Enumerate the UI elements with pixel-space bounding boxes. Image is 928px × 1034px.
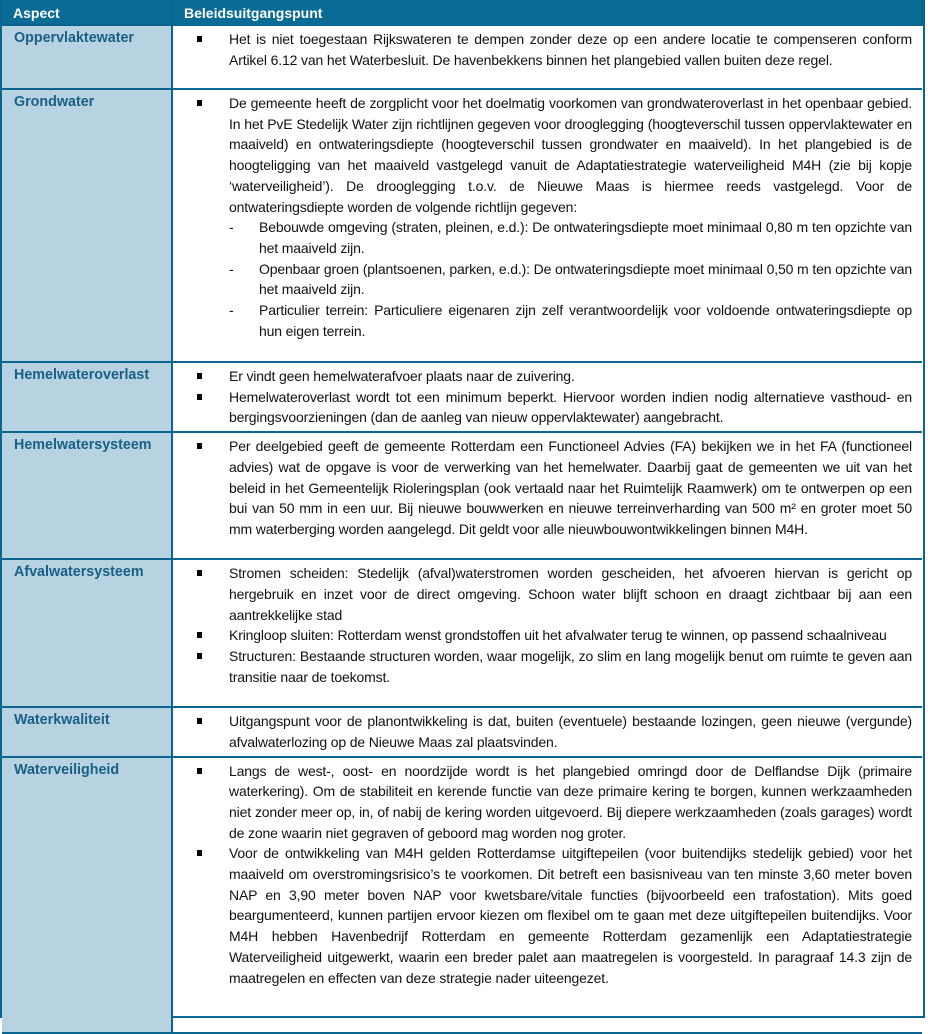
table-row bbox=[2, 432, 922, 559]
dash-bullet-icon: - bbox=[229, 302, 234, 319]
square-bullet-icon bbox=[197, 653, 202, 659]
square-bullet-icon bbox=[197, 443, 202, 449]
policy-cell bbox=[172, 559, 922, 707]
bullet-item: Langs de west-, oost- en noordzijde wordt is het plangebied omringd door de Delflandse Dijk (primaire waterkering). Om de stabiliteit en kerende functie van deze primaire kering te borgen, kunnen werkzaamheden niet zonder meer op, in, of nabij de kering worden uitgevoerd. Bij diepere werkzaamheden (zoals garages) wordt de zone waarin niet gegraven of geboord mag worden nog groter. bbox=[173, 761, 912, 844]
table-row bbox=[2, 89, 922, 362]
bullet-item: Stromen scheiden: Stedelijk (afval)waterstromen worden gescheiden, het afvoeren hiervan is gericht op hergebruik en inzet voor de direct omgeving. Schoon water blijft schoon en draagt zichtbaar bij aan een aantrekkelijke stad bbox=[173, 563, 912, 625]
sub-item: - Particulier terrein: Particuliere eigenaren zijn zelf verantwoordelijk voor voldoende ontwateringsdiepte op hun eigen terrein. bbox=[229, 302, 912, 339]
policy-cell bbox=[172, 362, 922, 432]
table-row bbox=[2, 25, 922, 89]
sub-list bbox=[229, 217, 912, 341]
bullet-item: Hemelwateroverlast wordt tot een minimum beperkt. Hiervoor worden indien nodig alternatieve vasthoud- en bergingsvoorzieningen (dan de aanleg van nieuw oppervlaktewater) aangebracht. bbox=[173, 387, 912, 428]
bullet-item: Structuren: Bestaande structuren worden, waar mogelijk, zo slim en lang mogelijk benut om ruimte te geven aan transitie naar de toekomst. bbox=[173, 646, 912, 687]
bullet-item: De gemeente heeft de zorgplicht voor het doelmatig voorkomen van grondwateroverlast in het openbaar gebied. In het PvE Stedelijk Water zijn richtlijnen gegeven voor drooglegging (hoogteverschil tussen oppervlaktewater en maaiveld) en ontwateringsdiepte (hoogteverschil tussen grondwater en maaiveld). In het plangebied is de hoogteligging van het maaiveld vastgelegd vanuit de Adaptatiestrategie waterveiligheid M4H (zie bij kopje ‘waterveiligheid’). De drooglegging t.o.v. de Nieuwe Maas is hiermee reeds vastgelegd. Voor de ontwateringsdiepte worden de volgende richtlijn gegeven: - Bebouwde omgeving (straten, pleinen, e.d.): De ontwateringsdiepte moet minimaal 0,80 m ten opzichte van het maaiveld zijn. - Openbaar groen (plantsoenen, parken, e.d.): De ontwateringsdiepte moet minimaal 0,50 m ten opzichte van het maaiveld zijn. - Particulier terrein: Particuliere eigenaren zijn zelf verantwoordelijk voor voldoende ontwateringsdiepte op hun eigen terrein. bbox=[173, 93, 912, 341]
table-row bbox=[2, 757, 922, 1033]
square-bullet-icon bbox=[197, 768, 202, 774]
header-beleidsuitgangspunt: Beleidsuitgangspunt bbox=[172, 0, 922, 25]
table-row bbox=[2, 362, 922, 432]
aspect-cell: Hemelwatersysteem bbox=[2, 432, 172, 559]
square-bullet-icon bbox=[197, 373, 202, 379]
policy-table bbox=[2, 0, 923, 1034]
bullet-item: Per deelgebied geeft de gemeente Rotterdam een Functioneel Advies (FA) bekijken we in het FA (functioneel advies) wat de opgave is voor de verwerking van het hemelwater. Daarbij gaat de gemeenten we uit van het beleid in het Gemeentelijk Rioleringsplan (ook vertaald naar het Ruimtelijk Raamwerk) om te ontwerpen op een bui van 50 mm in een uur. Bij nieuwe bouwwerken en nieuwe terreinverharding van 500 m² en groter moet 50 mm waterberging worden aangelegd. Dit geldt voor alle nieuwbouwontwikkelingen binnen M4H. bbox=[173, 436, 912, 540]
aspect-cell: Waterkwaliteit bbox=[2, 707, 172, 756]
dash-bullet-icon: - bbox=[229, 219, 234, 236]
square-bullet-icon bbox=[197, 100, 202, 106]
aspect-cell: Afvalwatersysteem bbox=[2, 559, 172, 707]
policy-cell bbox=[172, 707, 922, 756]
header-aspect: Aspect bbox=[2, 0, 172, 25]
dash-bullet-icon: - bbox=[229, 260, 234, 277]
policy-cell bbox=[172, 25, 922, 89]
square-bullet-icon bbox=[197, 394, 202, 400]
sub-item: - Openbaar groen (plantsoenen, parken, e.d.): De ontwateringsdiepte moet minimaal 0,50 m ten opzichte van het maaiveld zijn. bbox=[229, 260, 912, 298]
table-header-row bbox=[2, 0, 922, 25]
square-bullet-icon bbox=[197, 632, 202, 638]
bullet-item: Het is niet toegestaan Rijkswateren te dempen zonder deze op een andere locatie te compenseren conform Artikel 6.12 van het Waterbesluit. De havenbekkens binnen het plangebied vallen buiten deze regel. bbox=[173, 29, 912, 70]
sub-item: - Bebouwde omgeving (straten, pleinen, e.d.): De ontwateringsdiepte moet minimaal 0,80 m ten opzichte van het maaiveld zijn. bbox=[229, 219, 912, 256]
aspect-cell: Waterveiligheid bbox=[2, 757, 172, 1033]
square-bullet-icon bbox=[197, 850, 202, 856]
bullet-item: Kringloop sluiten: Rotterdam wenst grondstoffen uit het afvalwater terug te winnen, op passend schaalniveau bbox=[173, 625, 912, 646]
policy-cell bbox=[172, 89, 922, 362]
aspect-cell: Grondwater bbox=[2, 89, 172, 362]
bullet-item: Voor de ontwikkeling van M4H gelden Rotterdamse uitgiftepeilen (voor buitendijks stedelijk gebied) voor het maaiveld om overstromingsrisico’s te voorkomen. Dit betreft een basisniveau van ten minste 3,60 meter boven NAP en 3,90 meter boven NAP voor kwetsbare/vitale functies (bijvoorbeeld een trafostation). Mits goed beargumenteerd, kunnen partijen ervoor kiezen om flexibel om te gaan met deze uitgiftepeilen buitendijks. Voor M4H hebben Havenbedrijf Rotterdam en gemeente Rotterdam gezamenlijk een Adaptatiestrategie Waterveiligheid uitgewerkt, waarin een breder palet aan maatregelen is voorgesteld. In paragraaf 14.3 zijn de maatregelen en effecten van deze strategie nader uiteengezet. bbox=[173, 843, 912, 988]
policy-cell bbox=[172, 757, 922, 1033]
table-row bbox=[2, 559, 922, 707]
bullet-item: Uitgangspunt voor de planontwikkeling is dat, buiten (eventuele) bestaande lozingen, geen nieuwe (vergunde) afvalwaterlozing op de Nieuwe Maas zal plaatsvinden. bbox=[173, 711, 912, 752]
square-bullet-icon bbox=[197, 570, 202, 576]
square-bullet-icon bbox=[197, 718, 202, 724]
square-bullet-icon bbox=[197, 36, 202, 42]
policy-cell bbox=[172, 432, 922, 559]
table-row bbox=[2, 707, 922, 756]
aspect-cell: Oppervlaktewater bbox=[2, 25, 172, 89]
aspect-cell: Hemelwateroverlast bbox=[2, 362, 172, 432]
bullet-item: Er vindt geen hemelwaterafvoer plaats naar de zuivering. bbox=[173, 366, 912, 387]
